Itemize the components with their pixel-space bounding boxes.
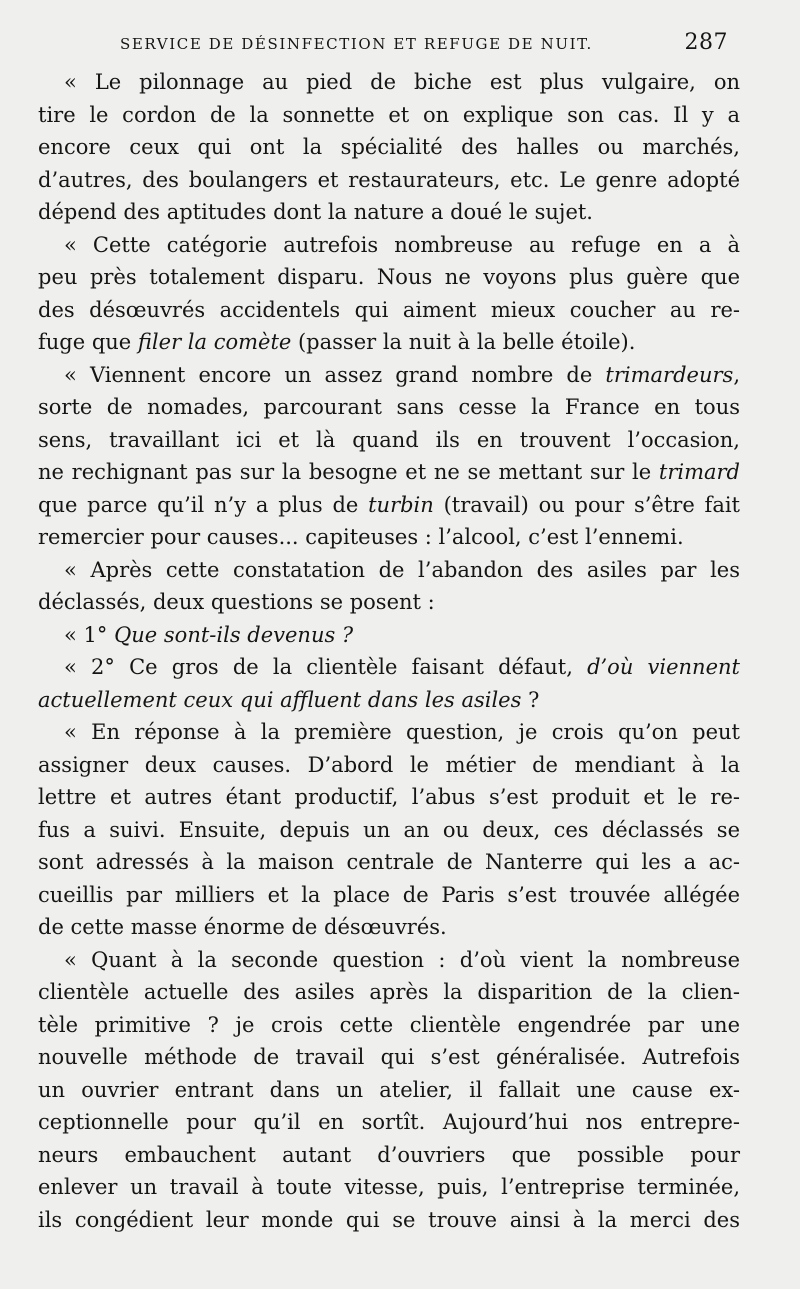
text-line: remercier pour causes... capiteuses : l’alcool, c’est l’ennemi. (38, 525, 684, 549)
text-line: fus a suivi. Ensuite, depuis un an ou deux, ces déclassés se (38, 817, 740, 842)
text-line: tire le cordon de la sonnette et on explique son cas. Il y a (38, 102, 740, 127)
text-line: encore ceux qui ont la spécialité des halles ou marchés, (38, 135, 740, 159)
text-line: des désœuvrés accidentels qui aiment mieux coucher au re- (38, 297, 740, 322)
text-line: « 2° Ce gros de la clientèle faisant défaut, d’où viennent (64, 655, 740, 679)
text-line: lettre et autres étant productif, l’abus s’est produit et le re- (38, 785, 740, 809)
text-line: ne rechignant pas sur la besogne et ne se mettant sur le trimard (38, 460, 740, 484)
text-line: « En réponse à la première question, je crois qu’on peut (64, 720, 740, 744)
text-line: sont adressés à la maison centrale de Nanterre qui les a ac- (38, 850, 740, 874)
text-line: « Le pilonnage au pied de biche est plus vulgaire, on (64, 70, 740, 94)
text-line: peu près totalement disparu. Nous ne voyons plus guère que (38, 265, 740, 289)
text-line: ceptionnelle pour qu’il en sortît. Aujourd’hui nos entrepre- (38, 1110, 740, 1134)
text-line: d’autres, des boulangers et restaurateurs, etc. Le genre adopté (38, 167, 740, 192)
text-line: un ouvrier entrant dans un atelier, il fallait une cause ex- (38, 1077, 740, 1102)
text-line: déclassés, deux questions se posent : (38, 590, 435, 614)
text-line: sens, travaillant ici et là quand ils en trouvent l’occasion, (38, 427, 740, 452)
text-line: « Quant à la seconde question : d’où vient la nombreuse (64, 947, 740, 972)
text-line: « Viennent encore un assez grand nombre de trimardeurs, (64, 362, 740, 387)
text-line: fuge que filer la comète (passer la nuit à la belle étoile). (38, 330, 636, 354)
text-line: que parce qu’il n’y a plus de turbin (travail) ou pour s’être fait (38, 492, 740, 517)
running-head: SERVICE DE DÉSINFECTION ET REFUGE DE NUIT. (120, 35, 593, 53)
text-line: « Cette catégorie autrefois nombreuse au refuge en a à (64, 232, 740, 257)
text-line: cueillis par milliers et la place de Paris s’est trouvée allégée (38, 882, 740, 907)
text-line: neurs embauchent autant d’ouvriers que possible pour (38, 1142, 740, 1167)
text-line: « 1° Que sont-ils devenus ? (64, 622, 354, 647)
text-line: dépend des aptitudes dont la nature a doué le sujet. (38, 200, 593, 224)
text-line: actuellement ceux qui affluent dans les asiles ? (38, 687, 540, 712)
text-line: enlever un travail à toute vitesse, puis, l’entreprise terminée, (38, 1175, 740, 1199)
page-number: 287 (684, 30, 728, 55)
text-line: assigner deux causes. D’abord le métier de mendiant à la (38, 752, 740, 777)
body-text (38, 66, 740, 1236)
text-line: « Après cette constatation de l’abandon des asiles par les (64, 557, 740, 582)
text-line: de cette masse énorme de désœuvrés. (38, 915, 447, 939)
page-header (38, 30, 728, 64)
text-line: nouvelle méthode de travail qui s’est généralisée. Autrefois (38, 1045, 740, 1069)
text-line: ils congédient leur monde qui se trouve ainsi à la merci des (38, 1207, 740, 1232)
text-line: tèle primitive ? je crois cette clientèle engendrée par une (38, 1012, 740, 1037)
text-line: sorte de nomades, parcourant sans cesse la France en tous (38, 395, 740, 419)
text-line: clientèle actuelle des asiles après la disparition de la clien- (38, 980, 740, 1004)
